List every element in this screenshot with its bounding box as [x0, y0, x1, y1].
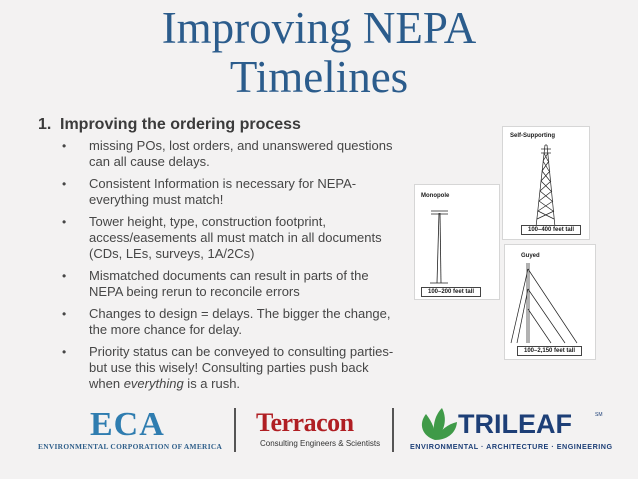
monopole-label: Monopole	[421, 193, 450, 199]
monopole-tower-card	[414, 184, 500, 300]
bullet-list	[62, 138, 402, 398]
self-supporting-tower-card	[502, 126, 590, 240]
self-supporting-label: Self-Supporting	[510, 133, 555, 139]
bullet-item	[62, 306, 402, 338]
bullet-text-before: Priority status can be conveyed to consulting parties- but use this wisely! Consulting parties push back when	[89, 344, 394, 391]
eca-logo	[38, 408, 228, 454]
tower-types-figure	[400, 118, 610, 368]
bullet-glyph: •	[62, 269, 67, 283]
guyed-label: Guyed	[521, 253, 540, 259]
bullet-text: Consistent Information is necessary for NEPA- everything must match!	[89, 176, 357, 207]
bullet-glyph: •	[62, 139, 67, 153]
bullet-glyph: •	[62, 177, 67, 191]
section-heading-text: Improving the ordering process	[60, 116, 301, 133]
self-supporting-caption: 100–400 feet tall	[521, 227, 581, 233]
guyed-caption: 100–2,150 feet tall	[517, 348, 582, 354]
bullet-glyph: •	[62, 215, 67, 229]
section-number: 1.	[38, 116, 52, 133]
title-line-1: Improving NEPA	[161, 3, 477, 53]
bullet-text: Mismatched documents can result in parts of the NEPA being rerun to reconcile errors	[89, 268, 369, 299]
bullet-item	[62, 176, 402, 208]
bullet-glyph: •	[62, 307, 67, 321]
bullet-text: missing POs, lost orders, and unanswered questions can all cause delays.	[89, 138, 393, 169]
title-line-2: Timelines	[229, 52, 409, 102]
trileaf-logo	[408, 406, 613, 456]
bullet-item	[62, 214, 402, 262]
eca-logo-subtitle: ENVIRONMENTAL CORPORATION OF AMERICA	[38, 442, 223, 451]
trileaf-leaf-icon	[412, 406, 458, 442]
bullet-text-after: is a rush.	[183, 376, 241, 391]
section-heading	[38, 116, 301, 134]
terracon-logo	[250, 408, 380, 456]
logo-bar	[0, 402, 638, 462]
slide-title	[0, 4, 638, 102]
bullet-item	[62, 344, 402, 392]
eca-logo-wordmark: ECA	[90, 406, 165, 443]
monopole-caption: 100–200 feet tall	[421, 289, 481, 295]
bullet-text: Changes to design = delays. The bigger the change, the more chance for delay.	[89, 306, 391, 337]
guyed-tower-icon	[505, 245, 595, 359]
bullet-item	[62, 268, 402, 300]
guyed-tower-card	[504, 244, 596, 360]
monopole-tower-icon	[415, 185, 499, 299]
logo-divider	[234, 408, 236, 452]
bullet-emphasis: everything	[123, 376, 184, 391]
logo-divider	[392, 408, 394, 452]
bullet-glyph: •	[62, 345, 67, 359]
bullet-text: Tower height, type, construction footprint, access/easements all must match in all documents (CDs, LEs, surveys, 1A/2Cs)	[89, 214, 382, 261]
trileaf-service-mark: SM	[595, 412, 603, 418]
trileaf-logo-wordmark: TRILEAF	[458, 409, 572, 439]
bullet-item	[62, 138, 402, 170]
trileaf-logo-subtitle: ENVIRONMENTAL · ARCHITECTURE · ENGINEERING	[410, 442, 613, 451]
terracon-logo-wordmark: Terracon	[256, 408, 354, 437]
terracon-logo-subtitle: Consulting Engineers & Scientists	[260, 439, 381, 448]
self-supporting-tower-icon	[503, 127, 589, 239]
